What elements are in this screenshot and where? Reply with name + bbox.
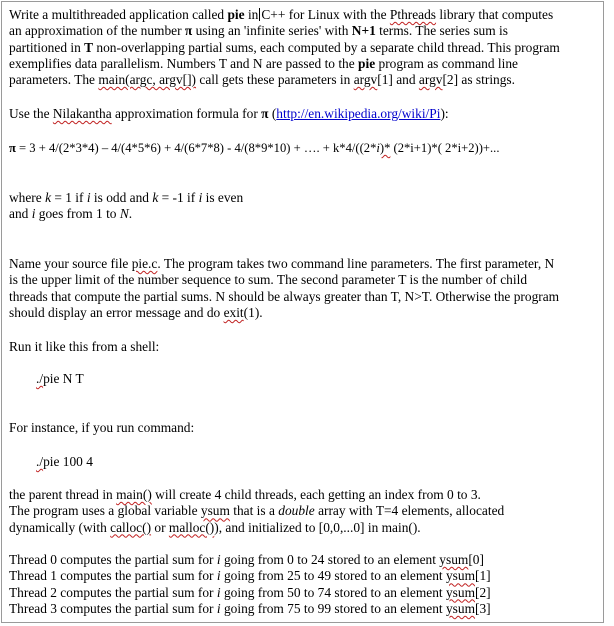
where-clause: where k = 1 if i is odd and k = -1 if i is even and i goes from 1 to N. <box>9 190 244 222</box>
intro-line-5: parameters. The main(argc, argv[]) call gets these parameters in argv[1] and argv[2] as strings. <box>9 72 515 88</box>
intro-line-1: Write a multithreaded application called pie in C++ for Linux with the Pthreads library that computes <box>9 7 554 22</box>
thread-list <box>9 552 599 617</box>
run-command: ./pie N T <box>36 371 84 386</box>
list-item: Thread 0 computes the partial sum for i going from 0 to 24 stored to an element ysum[0] <box>9 552 484 567</box>
parent-thread-paragraph: the parent thread in main() will create 4 child threads, each getting an index from 0 to 3. The program uses a global variable ysum that is a double array with T=4 elements, allocated dynamically (with calloc() or malloc()), and initialized to [0,0,...0] in main(). <box>9 487 505 535</box>
intro-line-4: exemplifies data parallelism. Numbers T and N are passed to the pie program as command line <box>9 55 518 71</box>
nilakantha-formula: π = 3 + 4/(2*3*4) – 4/(4*5*6) + 4/(6*7*8) - 4/(8*9*10) + …. + k*4/((2*i)* (2*i+1)*( 2*i+2))+... <box>9 141 500 155</box>
list-item: Thread 1 computes the partial sum for i going from 25 to 49 stored to an element ysum[1] <box>9 568 491 584</box>
instance-instructions: For instance, if you run command: <box>9 420 195 435</box>
intro-paragraph <box>9 7 599 88</box>
wikipedia-link[interactable]: http://en.wikipedia.org/wiki/Pi <box>276 106 441 121</box>
document-page <box>1 1 604 623</box>
run-instructions: Run it like this from a shell: <box>9 339 160 354</box>
list-item: Thread 2 computes the partial sum for i going from 50 to 74 stored to an element ysum[2] <box>9 584 491 600</box>
list-item: Thread 3 computes the partial sum for i going from 75 to 99 stored to an element ysum[3] <box>9 600 491 616</box>
instance-command: ./pie 100 4 <box>36 454 93 469</box>
intro-line-3: partitioned in T non-overlapping partial sums, each computed by a separate child thread. This program <box>9 39 560 55</box>
intro-line-2: an approximation of the number π using an 'infinite series' with N+1 terms. The series sum is <box>9 23 508 39</box>
source-file-paragraph: Name your source file pie.c. The program takes two command line parameters. The first parameter, N is the upper limit of the number sequence to sum. The second parameter T is the number of child threads that compute the partial sums. N should be always greater than T, N>T. Otherwise the program should display an error message and do exit(1). <box>9 256 560 320</box>
formula-intro: Use the Nilakantha approximation formula for π (http://en.wikipedia.org/wiki/Pi): <box>9 106 449 121</box>
